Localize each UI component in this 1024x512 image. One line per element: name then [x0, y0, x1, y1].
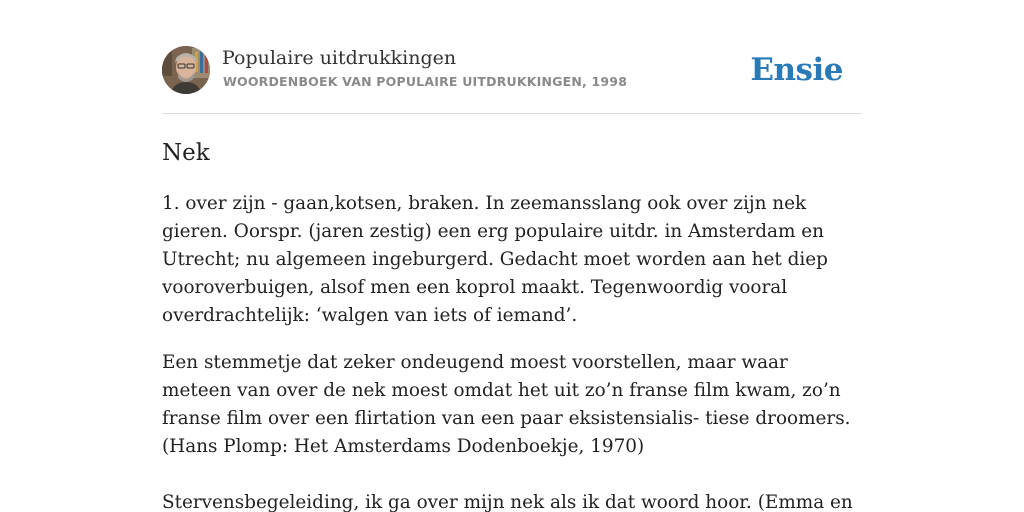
entry-quote: Stervensbegeleiding, ik ga over mijn nek als ik dat woord hoor. (Emma en	[162, 492, 853, 512]
entry-title: Nek	[162, 140, 210, 166]
author-avatar[interactable]	[162, 46, 210, 94]
entry-header	[162, 0, 862, 114]
content-container	[162, 0, 862, 512]
source-title: WOORDENBOEK VAN POPULAIRE UITDRUKKINGEN, 1998	[223, 74, 628, 89]
ensie-logo-link[interactable]: Ensie	[750, 52, 843, 88]
author-portrait-icon	[162, 46, 210, 94]
entry-quote: Een stemmetje dat zeker ondeugend moest voorstellen, maar waar meteen van over de nek moest omdat het uit zo’n franse film kwam, zo’n franse film over een flirtation van een paar eksistensialis- tiese droomers. (Hans Plomp: Het Amsterdams Dodenboekje, 1970)	[162, 352, 851, 457]
author-name[interactable]: Populaire uitdrukkingen	[222, 47, 457, 69]
entry-definition: 1. over zijn - gaan,kotsen, braken. In zeemansslang ook over zijn nek gieren. Oorspr. (jaren zestig) een erg populaire uitdr. in Amsterdam en Utrecht; nu algemeen ingeburgerd. Gedacht moet worden aan het diep vooroverbuigen, alsof men een koprol maakt. Tegenwoordig vooral overdrachtelijk: ‘walgen van iets of iemand’.	[162, 193, 828, 326]
